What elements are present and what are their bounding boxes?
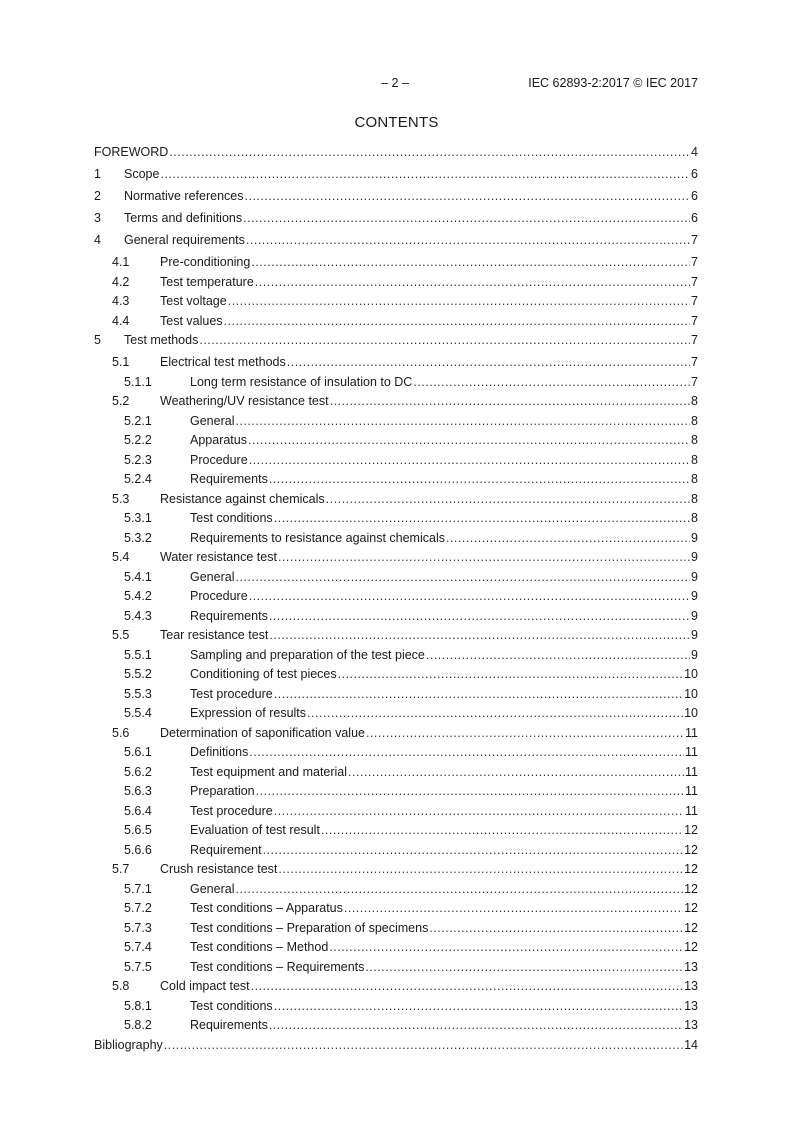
toc-title: CONTENTS <box>354 114 439 131</box>
toc-entry-page: 8 <box>691 413 698 428</box>
toc-entry[interactable] <box>94 664 698 684</box>
toc-entry[interactable] <box>94 1035 698 1057</box>
toc-entry-number: 5.2.2 <box>124 433 152 447</box>
toc-entry-number: 5.7.4 <box>124 940 152 954</box>
toc-entry[interactable] <box>94 762 698 782</box>
toc-entry-page: 12 <box>684 940 698 954</box>
toc-entry-page: 6 <box>691 211 698 225</box>
toc-entry-number: 5.6.2 <box>124 764 152 779</box>
toc-entry[interactable] <box>94 272 698 292</box>
toc-entry-number: 1 <box>94 167 101 181</box>
dot-leader <box>251 255 690 269</box>
toc-entry-title: Test conditions <box>190 511 273 525</box>
toc-entry-number: 5.3.1 <box>124 511 152 525</box>
toc-entry-title: Terms and definitions <box>124 211 243 225</box>
toc-entry-number: 4.2 <box>112 274 130 289</box>
dot-leader <box>164 1038 683 1052</box>
toc-entry-page: 7 <box>691 274 698 289</box>
toc-entry-title: Test temperature <box>160 274 254 289</box>
toc-entry-title: General <box>190 881 235 896</box>
toc-entry-page: 9 <box>691 608 698 623</box>
toc-entry[interactable] <box>94 547 698 567</box>
toc-entry[interactable] <box>94 508 698 528</box>
dot-leader <box>329 940 683 954</box>
toc-entry-number: 5.5 <box>112 628 130 642</box>
toc-entry-number: 5.5.3 <box>124 686 152 701</box>
dot-leader <box>321 823 683 837</box>
table-of-contents <box>94 142 698 1057</box>
dot-leader <box>274 804 684 818</box>
toc-entry-page: 12 <box>684 881 698 896</box>
toc-entry-page: 12 <box>684 842 698 857</box>
toc-entry-title: Test values <box>160 313 223 328</box>
toc-entry-title: Test procedure <box>190 803 273 818</box>
dot-leader <box>326 492 690 506</box>
dot-leader <box>263 843 684 857</box>
toc-entry-number: 4.4 <box>112 313 130 328</box>
toc-entry-number: 5.4.2 <box>124 589 152 603</box>
toc-entry[interactable] <box>94 781 698 801</box>
toc-entry-page: 13 <box>684 979 698 993</box>
toc-entry[interactable] <box>94 567 698 587</box>
toc-entry-page: 9 <box>691 628 698 642</box>
dot-leader <box>338 667 683 681</box>
toc-entry[interactable] <box>94 937 698 957</box>
toc-entry[interactable] <box>94 840 698 860</box>
toc-entry-number: 5.2 <box>112 394 130 408</box>
dot-leader <box>235 570 690 584</box>
toc-entry-page: 9 <box>691 550 698 564</box>
toc-entry-number: 4.1 <box>112 255 130 269</box>
toc-entry-page: 11 <box>685 784 698 798</box>
dot-leader <box>243 211 690 225</box>
dot-leader <box>269 472 690 486</box>
dot-leader <box>344 901 683 915</box>
toc-entry-page: 7 <box>691 355 698 369</box>
toc-entry[interactable] <box>94 606 698 626</box>
toc-entry-page: 9 <box>691 589 698 603</box>
dot-leader <box>245 189 691 203</box>
toc-entry-page: 7 <box>691 233 698 247</box>
toc-entry[interactable] <box>94 372 698 392</box>
toc-entry-number: 3 <box>94 211 101 225</box>
toc-entry-title: Weathering/UV resistance test <box>160 394 329 408</box>
toc-entry-number: 5.7 <box>112 862 130 876</box>
toc-entry[interactable] <box>94 879 698 899</box>
toc-entry-title: Cold impact test <box>160 979 250 993</box>
toc-entry[interactable] <box>94 252 698 272</box>
toc-entry[interactable] <box>94 528 698 548</box>
toc-entry-title: Apparatus <box>190 433 247 447</box>
toc-entry-number: 5.2.3 <box>124 452 152 467</box>
toc-entry-title: Test conditions – Requirements <box>190 959 365 974</box>
toc-entry-number: 5.6.4 <box>124 803 152 818</box>
toc-entry-page: 4 <box>691 145 698 159</box>
dot-leader <box>330 394 690 408</box>
toc-entry-page: 14 <box>684 1037 698 1052</box>
dot-leader <box>446 531 690 545</box>
toc-entry-page: 10 <box>684 686 698 701</box>
toc-entry-title: Test voltage <box>160 294 227 308</box>
toc-entry-number: 5.6.5 <box>124 823 152 837</box>
toc-entry-title: Water resistance test <box>160 550 277 564</box>
toc-entry-title: Procedure <box>190 589 248 603</box>
toc-entry[interactable] <box>94 742 698 762</box>
toc-entry-page: 8 <box>691 452 698 467</box>
dot-leader <box>429 921 683 935</box>
toc-entry[interactable] <box>94 957 698 977</box>
toc-entry-number: 5.8.2 <box>124 1018 152 1032</box>
dot-leader <box>235 414 690 428</box>
toc-entry-title: Preparation <box>190 784 255 798</box>
dot-leader <box>248 433 690 447</box>
dot-leader <box>249 745 684 759</box>
dot-leader <box>249 453 690 467</box>
toc-entry-title: Crush resistance test <box>160 862 278 876</box>
toc-entry-title: Test conditions – Apparatus <box>190 901 343 915</box>
toc-entry-page: 8 <box>691 491 698 506</box>
toc-entry-number: 2 <box>94 189 101 203</box>
toc-entry-page: 12 <box>684 823 698 837</box>
toc-entry-number: 5.6.1 <box>124 745 152 759</box>
dot-leader <box>366 726 684 740</box>
toc-entry-title: General requirements <box>124 233 245 247</box>
toc-entry-number: 5.4 <box>112 550 130 564</box>
dot-leader <box>228 294 690 308</box>
page-number: – 2 – <box>381 76 409 90</box>
toc-entry-page: 10 <box>684 667 698 681</box>
toc-entry-page: 7 <box>691 333 698 347</box>
dot-leader <box>348 765 684 779</box>
toc-entry[interactable] <box>94 391 698 411</box>
toc-entry-number: 5.4.1 <box>124 569 152 584</box>
dot-leader <box>269 628 690 642</box>
dot-leader <box>278 862 683 876</box>
toc-entry-title: Determination of saponification value <box>160 725 365 740</box>
toc-entry[interactable] <box>94 996 698 1016</box>
dot-leader <box>287 355 690 369</box>
toc-entry[interactable] <box>94 976 698 996</box>
toc-entry-number: 5.8 <box>112 979 130 993</box>
toc-entry[interactable] <box>94 352 698 372</box>
toc-entry[interactable] <box>94 820 698 840</box>
toc-entry[interactable] <box>94 430 698 450</box>
toc-entry-title: Requirements to resistance against chemicals <box>190 530 445 545</box>
toc-entry-page: 6 <box>691 167 698 181</box>
toc-entry-page: 12 <box>684 920 698 935</box>
toc-entry-title: Requirements <box>190 608 268 623</box>
dot-leader <box>365 960 683 974</box>
dot-leader <box>224 314 691 328</box>
dot-leader <box>269 1018 683 1032</box>
toc-entry-number: 5 <box>94 333 101 347</box>
toc-entry-title: Normative references <box>124 189 244 203</box>
toc-entry[interactable] <box>94 142 698 164</box>
toc-entry-page: 11 <box>685 725 698 740</box>
toc-entry[interactable] <box>94 450 698 470</box>
toc-entry-number: 5.6.6 <box>124 842 152 857</box>
dot-leader <box>274 687 683 701</box>
toc-entry-title: General <box>190 569 235 584</box>
dot-leader <box>278 550 690 564</box>
toc-entry-page: 7 <box>691 294 698 308</box>
toc-entry-page: 7 <box>691 374 698 389</box>
toc-entry-page: 9 <box>691 647 698 662</box>
toc-entry-title: Scope <box>124 167 160 181</box>
toc-entry[interactable] <box>94 469 698 489</box>
toc-entry-number: 5.7.3 <box>124 920 152 935</box>
toc-entry-page: 9 <box>691 569 698 584</box>
toc-entry-title: Conditioning of test pieces <box>190 667 337 681</box>
dot-leader <box>169 145 690 159</box>
toc-entry-title: Sampling and preparation of the test piece <box>190 647 425 662</box>
dot-leader <box>274 511 690 525</box>
toc-entry-page: 11 <box>685 764 698 779</box>
toc-entry-title: Test equipment and material <box>190 764 348 779</box>
dot-leader <box>251 979 683 993</box>
toc-entry-title: Definitions <box>190 745 249 759</box>
toc-entry-page: 12 <box>684 862 698 876</box>
toc-entry-number: 5.2.1 <box>124 413 152 428</box>
toc-entry-page: 7 <box>691 255 698 269</box>
toc-entry-title: Test conditions – Preparation of specimens <box>190 920 429 935</box>
toc-entry-title: Requirements <box>190 472 268 486</box>
toc-entry-number: 5.5.4 <box>124 706 152 720</box>
toc-entry-page: 6 <box>691 189 698 203</box>
dot-leader <box>199 333 690 347</box>
dot-leader <box>255 275 690 289</box>
toc-entry-page: 11 <box>685 803 698 818</box>
toc-entry-title: Requirements <box>190 1018 268 1032</box>
toc-entry[interactable] <box>94 645 698 665</box>
toc-entry-title: Test procedure <box>190 686 273 701</box>
toc-entry[interactable] <box>94 230 698 252</box>
toc-entry[interactable] <box>94 1015 698 1035</box>
toc-entry-number: 4 <box>94 233 101 247</box>
toc-entry-page: 8 <box>691 511 698 525</box>
toc-entry[interactable] <box>94 489 698 509</box>
toc-entry-title: General <box>190 413 235 428</box>
dot-leader <box>269 609 690 623</box>
toc-entry[interactable] <box>94 898 698 918</box>
toc-entry[interactable] <box>94 703 698 723</box>
toc-entry-page: 13 <box>684 998 698 1013</box>
toc-entry-page: 8 <box>691 433 698 447</box>
toc-entry-title: Test conditions – Method <box>190 940 329 954</box>
toc-entry[interactable] <box>94 208 698 230</box>
toc-entry-number: 5.4.3 <box>124 608 152 623</box>
toc-entry-number: 5.1.1 <box>124 374 152 389</box>
toc-entry-title: Pre-conditioning <box>160 255 251 269</box>
toc-entry-number: 5.7.5 <box>124 959 152 974</box>
toc-entry-title: Procedure <box>190 452 248 467</box>
document-reference: IEC 62893-2:2017 © IEC 2017 <box>528 76 698 90</box>
toc-entry-page: 13 <box>684 1018 698 1032</box>
toc-entry-page: 8 <box>691 472 698 486</box>
dot-leader <box>235 882 683 896</box>
toc-entry-number: 5.3.2 <box>124 530 152 545</box>
toc-entry-page: 7 <box>691 313 698 328</box>
toc-entry-page: 9 <box>691 530 698 545</box>
toc-entry-page: 10 <box>684 706 698 720</box>
toc-entry-page: 11 <box>685 745 698 759</box>
toc-entry-page: 13 <box>684 959 698 974</box>
toc-entry[interactable] <box>94 586 698 606</box>
toc-entry-title: Requirement <box>190 842 262 857</box>
toc-entry-title: Long term resistance of insulation to DC <box>190 374 413 389</box>
toc-entry-number: 5.7.1 <box>124 881 152 896</box>
dot-leader <box>246 233 690 247</box>
toc-entry[interactable] <box>94 684 698 704</box>
toc-entry[interactable] <box>94 723 698 743</box>
toc-entry[interactable] <box>94 164 698 186</box>
toc-entry[interactable] <box>94 801 698 821</box>
toc-entry-title: Test methods <box>124 333 199 347</box>
toc-entry[interactable] <box>94 291 698 311</box>
toc-entry[interactable] <box>94 625 698 645</box>
toc-entry-title: Electrical test methods <box>160 355 286 369</box>
toc-entry-number: 5.2.4 <box>124 472 152 486</box>
dot-leader <box>249 589 690 603</box>
toc-entry-page: 12 <box>684 901 698 915</box>
toc-entry-number: 5.6 <box>112 725 130 740</box>
toc-entry-number: 5.5.1 <box>124 647 152 662</box>
toc-entry[interactable] <box>94 330 698 352</box>
toc-entry-title: Bibliography <box>94 1037 163 1052</box>
toc-entry[interactable] <box>94 186 698 208</box>
dot-leader <box>426 648 690 662</box>
toc-entry-number: 5.3 <box>112 491 130 506</box>
toc-entry-title: Test conditions <box>190 998 273 1013</box>
dot-leader <box>274 999 683 1013</box>
toc-entry[interactable] <box>94 859 698 879</box>
dot-leader <box>307 706 683 720</box>
toc-entry-title: Resistance against chemicals <box>160 491 325 506</box>
toc-entry-number: 5.6.3 <box>124 784 152 798</box>
dot-leader <box>256 784 684 798</box>
toc-entry-title: Evaluation of test result <box>190 823 320 837</box>
dot-leader <box>160 167 690 181</box>
toc-entry-number: 4.3 <box>112 294 130 308</box>
toc-entry-number: 5.1 <box>112 355 130 369</box>
toc-entry-number: 5.5.2 <box>124 667 152 681</box>
toc-entry-number: 5.7.2 <box>124 901 152 915</box>
toc-entry[interactable] <box>94 411 698 431</box>
toc-entry-title: Expression of results <box>190 706 307 720</box>
dot-leader <box>413 375 690 389</box>
toc-entry[interactable] <box>94 311 698 331</box>
toc-entry[interactable] <box>94 918 698 938</box>
toc-entry-number: 5.8.1 <box>124 998 152 1013</box>
toc-entry-title: FOREWORD <box>94 145 169 159</box>
toc-entry-page: 8 <box>691 394 698 408</box>
toc-entry-title: Tear resistance test <box>160 628 269 642</box>
